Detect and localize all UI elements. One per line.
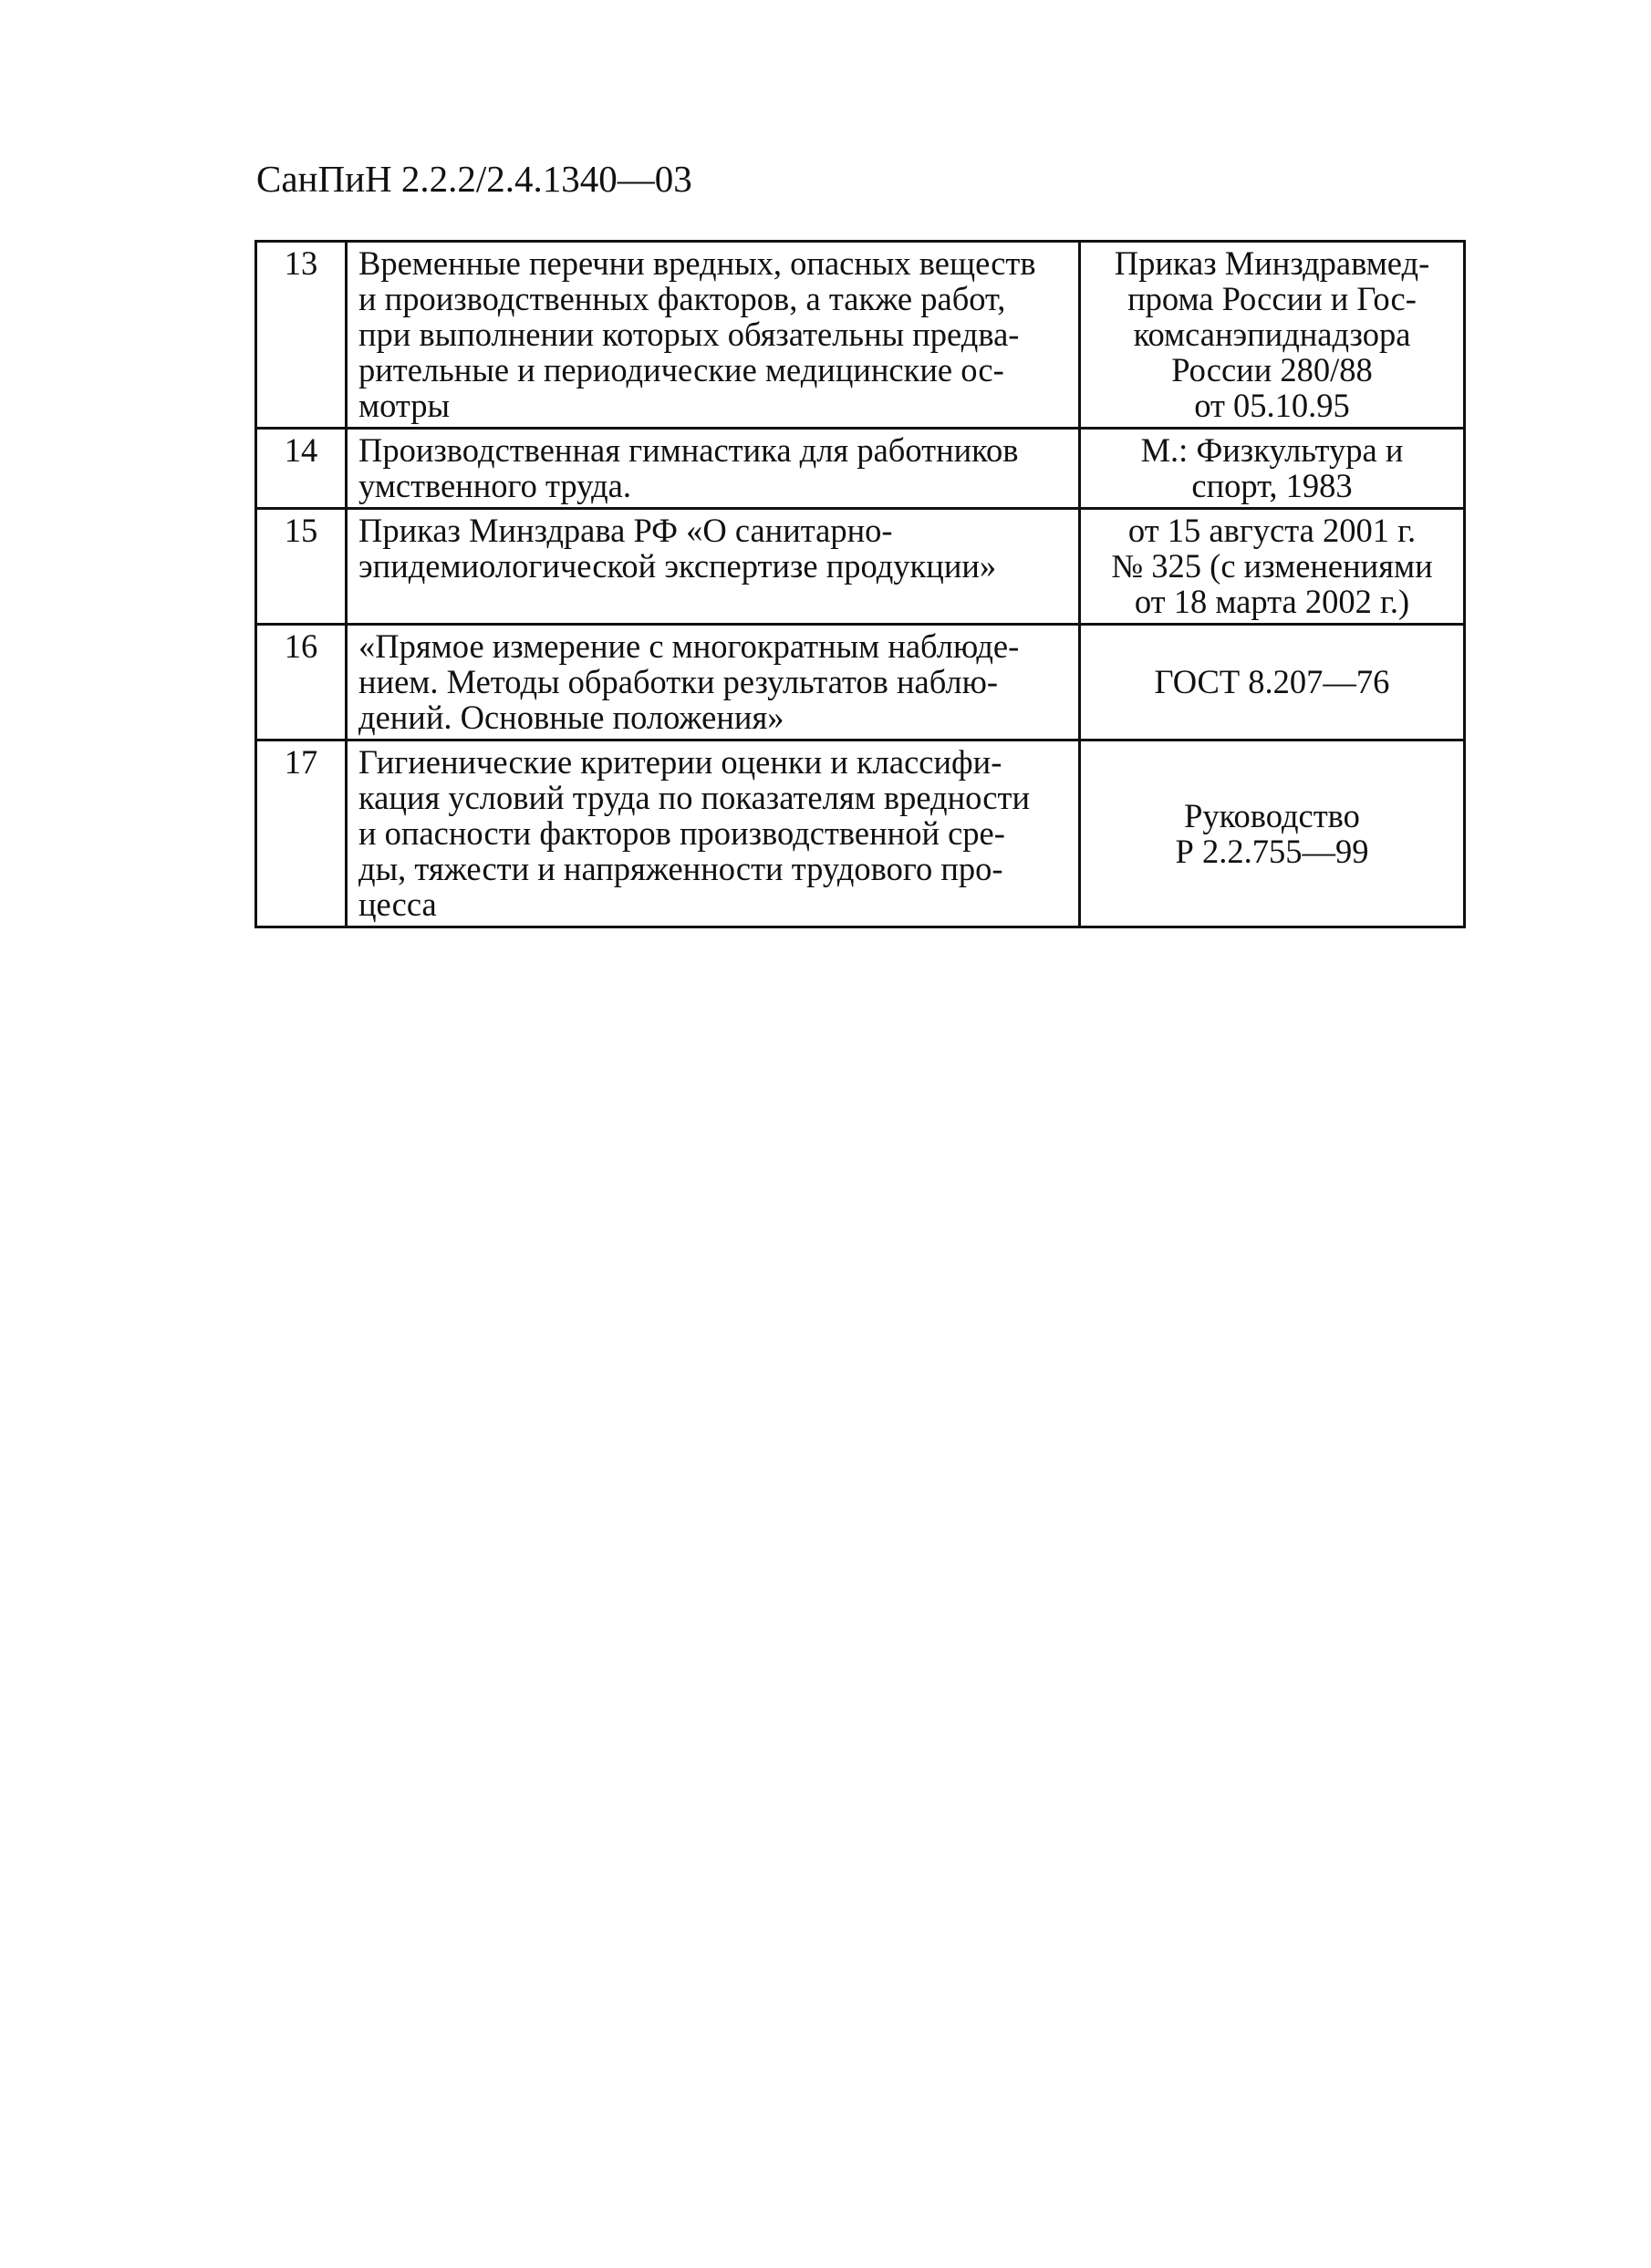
document-title-cell	[347, 509, 1080, 625]
source-cell	[1080, 242, 1465, 429]
title-line: эпидемиологической экспертизе продукции»	[358, 547, 997, 585]
source-line: Руководство	[1184, 796, 1360, 834]
title-line: при выполнении которых обязательны предва-	[358, 316, 1020, 353]
title-line: «Прямое измерение с многократным наблюде-	[358, 627, 1020, 665]
row-number: 15	[256, 509, 347, 625]
source-line: спорт, 1983	[1191, 467, 1353, 504]
title-line: кация условий труда по показателям вредности	[358, 779, 1030, 816]
title-line: Производственная гимнастика для работников	[358, 431, 1019, 469]
source-cell	[1080, 740, 1465, 927]
source-line: от 18 марта 2002 г.)	[1134, 583, 1410, 620]
document-title-cell	[347, 625, 1080, 740]
document-title-cell	[347, 242, 1080, 429]
source-cell	[1080, 429, 1465, 509]
source-cell	[1080, 509, 1465, 625]
document-header: СанПиН 2.2.2/2.4.1340—03	[256, 158, 692, 200]
row-number: 14	[256, 429, 347, 509]
source-line: Приказ Минздравмед-	[1114, 244, 1430, 282]
source-line: от 05.10.95	[1194, 387, 1350, 424]
title-line: дений. Основные положения»	[358, 699, 784, 736]
source-line: М.: Физкультура и	[1140, 431, 1404, 469]
document-title-cell	[347, 429, 1080, 509]
source-line: от 15 августа 2001 г.	[1127, 512, 1417, 549]
title-line: Временные перечни вредных, опасных веществ	[358, 244, 1036, 282]
references-table	[254, 240, 1466, 928]
source-cell	[1080, 625, 1465, 740]
table-row	[256, 509, 1465, 625]
row-number: 17	[256, 740, 347, 927]
title-line: умственного труда.	[358, 467, 632, 504]
source-line: прома России и Гос-	[1127, 280, 1417, 317]
title-line: нием. Методы обработки результатов наблю-	[358, 663, 999, 700]
source-line: России 280/88	[1171, 351, 1373, 388]
title-line: рительные и периодические медицинские ос-	[358, 351, 1004, 388]
title-line: цесса	[358, 885, 437, 923]
table-row	[256, 740, 1465, 927]
source-line: комсанэпиднадзора	[1133, 316, 1411, 353]
title-line: Приказ Минздрава РФ «О санитарно-	[358, 512, 893, 549]
title-line: Гигиенические критерии оценки и классифи-	[358, 743, 1002, 781]
row-number: 16	[256, 625, 347, 740]
source-line: ГОСТ 8.207—76	[1154, 663, 1390, 700]
table-row	[256, 429, 1465, 509]
source-line: № 325 (с изменениями	[1111, 547, 1433, 585]
table-row	[256, 625, 1465, 740]
title-line: мотры	[358, 387, 451, 424]
table-row	[256, 242, 1465, 429]
title-line: ды, тяжести и напряженности трудового про-	[358, 850, 1003, 887]
source-line: Р 2.2.755—99	[1175, 832, 1369, 870]
row-number: 13	[256, 242, 347, 429]
title-line: и производственных факторов, а также работ,	[358, 280, 1006, 317]
title-line: и опасности факторов производственной сре-	[358, 814, 1005, 852]
document-title-cell	[347, 740, 1080, 927]
